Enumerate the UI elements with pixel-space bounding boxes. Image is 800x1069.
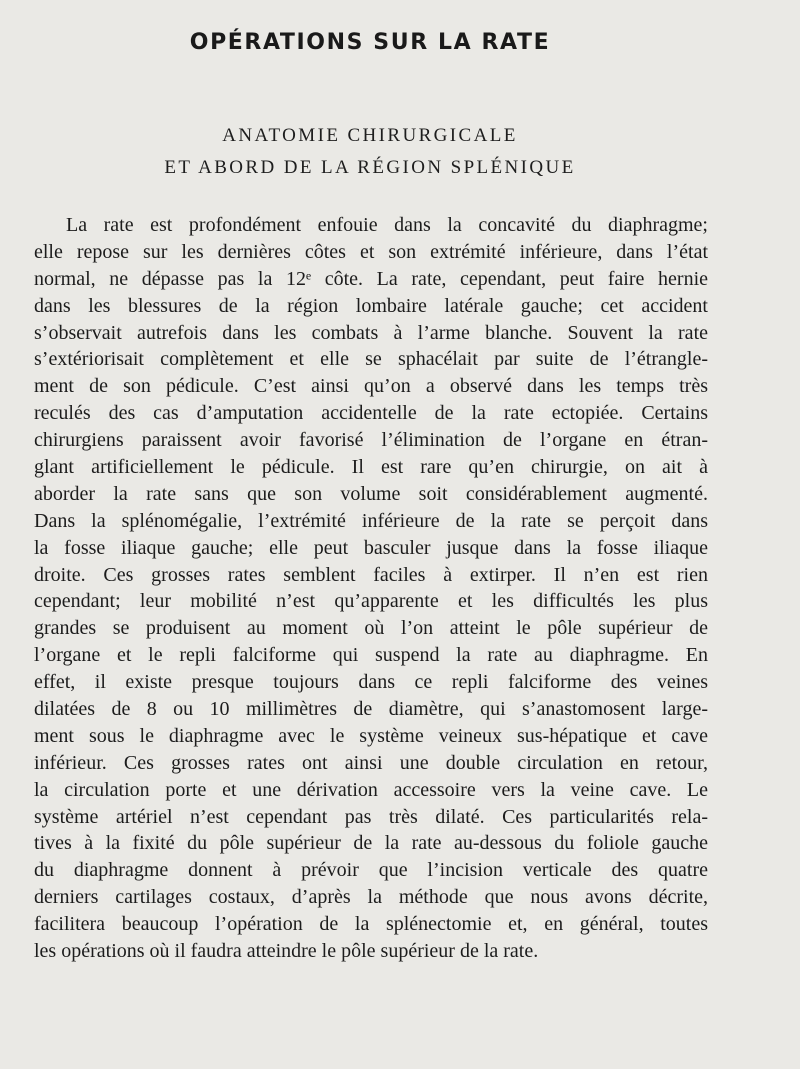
text-line: elle repose sur les dernières côtes et son extrémité inférieure, dans l’état: [34, 240, 708, 263]
text-line: chirurgiens paraissent avoir favorisé l’élimination de l’organe en étran-: [34, 429, 708, 452]
text-line: reculés des cas d’amputation accidentelle de la rate ectopiée. Certains: [34, 402, 708, 425]
text-line: la circulation porte et une dérivation accessoire vers la veine cave. Le: [34, 778, 708, 801]
text-line: s’extériorisait complètement et elle se sphacélait par suite de l’étrangle-: [34, 348, 708, 371]
text-line: effet, il existe presque toujours dans ce repli falciforme des veines: [34, 671, 708, 694]
text-line: Dans la splénomégalie, l’extrémité inférieure de la rate se perçoit dans: [34, 509, 708, 532]
running-head: OPÉRATIONS SUR LA RATE: [189, 30, 551, 55]
text-line: du diaphragme donnent à prévoir que l’incision verticale des quatre: [34, 859, 708, 882]
text-line: inférieur. Ces grosses rates ont ainsi une double circulation en retour,: [34, 751, 708, 774]
section-title: [0, 120, 740, 184]
section-title-line-1: ANATOMIE CHIRURGICALE: [222, 125, 518, 146]
text-line: La rate est profondément enfouie dans la concavité du diaphragme;: [66, 214, 708, 236]
text-line: glant artificiellement le pédicule. Il est rare qu’en chirurgie, on ait à: [34, 456, 708, 479]
text-line: facilitera beaucoup l’opération de la splénectomie et, en général, toutes: [34, 913, 708, 936]
text-line: l’organe et le repli falciforme qui suspend la rate au diaphragme. En: [34, 644, 708, 667]
text-line: cependant; leur mobilité n’est qu’apparente et les difficultés les plus: [34, 590, 708, 613]
text-line: derniers cartilages costaux, d’après la méthode que nous avons décrite,: [34, 886, 708, 909]
text-line: s’observait autrefois dans les combats à l’arme blanche. Souvent la rate: [34, 321, 708, 344]
text-line: les opérations où il faudra atteindre le pôle supérieur de la rate.: [34, 940, 539, 963]
body-paragraph: [34, 212, 708, 965]
text-line: droite. Ces grosses rates semblent faciles à extirper. Il n’en est rien: [34, 563, 708, 586]
text-line: tives à la fixité du pôle supérieur de la rate au-dessous du foliole gauche: [34, 832, 708, 855]
text-line: dilatées de 8 ou 10 millimètres de diamètre, qui s’anastomosent large-: [34, 698, 708, 721]
text-line: dans les blessures de la région lombaire latérale gauche; cet accident: [34, 294, 708, 317]
text-line: normal, ne dépasse pas la 12ᵉ côte. La rate, cependant, peut faire hernie: [34, 267, 708, 290]
text-line: aborder la rate sans que son volume soit considérablement augmenté.: [34, 482, 708, 505]
text-line: grandes se produisent au moment où l’on atteint le pôle supérieur de: [34, 617, 708, 640]
text-line: ment sous le diaphragme avec le système veineux sus-hépatique et cave: [34, 724, 708, 747]
section-title-line-2: ET ABORD DE LA RÉGION SPLÉNIQUE: [164, 157, 576, 178]
text-line: ment de son pédicule. C’est ainsi qu’on a observé dans les temps très: [34, 375, 708, 398]
text-line: la fosse iliaque gauche; elle peut basculer jusque dans la fosse iliaque: [34, 536, 708, 559]
text-line: système artériel n’est cependant pas très dilaté. Ces particularités rela-: [34, 805, 708, 828]
